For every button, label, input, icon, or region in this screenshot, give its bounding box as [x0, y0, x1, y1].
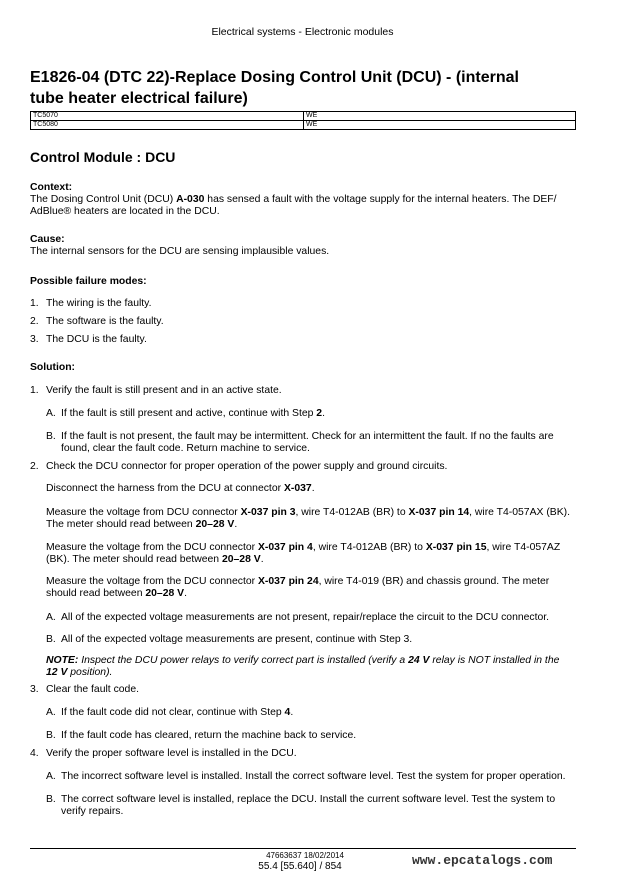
control-module-heading: Control Module : DCU — [30, 149, 176, 165]
step-4b: The correct software level is installed, replace the DCU. Install the current software level. Test the system to verify repairs. — [61, 794, 556, 817]
step-1: Verify the fault is still present and in an active state. — [46, 385, 282, 396]
model-cell: TC5070 — [31, 112, 304, 121]
footer-rule — [30, 848, 576, 849]
table-row — [31, 121, 576, 130]
context-section: Context: The Dosing Control Unit (DCU) A-030 has sensed a fault with the voltage supply for the internal heaters. The DEF/ AdBlue® heaters are located in the DCU. — [30, 182, 557, 217]
step-3a: If the fault code did not clear, continue with Step 4. — [61, 707, 294, 718]
step-1a: If the fault is still present and active, continue with Step 2. — [61, 408, 325, 419]
step-4: Verify the proper software level is installed in the DCU. — [46, 748, 297, 759]
list-item: The wiring is the faulty. — [46, 298, 152, 309]
step-3: Clear the fault code. — [46, 684, 139, 695]
step-1b: If the fault is not present, the fault may be intermittent. Check for an intermittent the fault. If no the faults are found, clear the fault code. Return machine to service. — [61, 431, 554, 454]
note: NOTE: Inspect the DCU power relays to verify correct part is installed (verify a 24 V relay is NOT installed in the 12 V position). — [46, 655, 560, 678]
step-2-para: Measure the voltage from the DCU connector X-037 pin 4, wire T4-012AB (BR) to X-037 pin 15, wire T4-057AZ (BK). The meter should read between 20–28 V. — [46, 542, 561, 565]
table-row — [31, 112, 576, 121]
page-number: 55.4 [55.640] / 854 — [258, 861, 342, 872]
step-3b: If the fault code has cleared, return the machine back to service. — [61, 730, 357, 741]
doc-number: 47663637 18/02/2014 — [266, 851, 344, 860]
step-2a: All of the expected voltage measurements are not present, repair/replace the circuit to the DCU connector. — [61, 612, 550, 623]
running-header: Electrical systems - Electronic modules — [211, 26, 394, 38]
code-cell: WE — [304, 121, 576, 130]
step-2-para: Measure the voltage from the DCU connector X-037 pin 24, wire T4-019 (BR) and chassis ground. The meter should read between 20–28 V. — [46, 576, 550, 599]
step-2b: All of the expected voltage measurements are present, continue with Step 3. — [61, 634, 413, 645]
list-item: The DCU is the faulty. — [46, 334, 147, 345]
step-2-para: Measure the voltage from DCU connector X-037 pin 3, wire T4-012AB (BR) to X-037 pin 14, wire T4-057AX (BK). The meter should read between 20–28 V. — [46, 507, 571, 530]
watermark[interactable]: www.epcatalogs.com — [412, 853, 553, 868]
step-2: Check the DCU connector for proper operation of the power supply and ground circuits. — [46, 461, 448, 472]
code-cell: WE — [304, 112, 576, 121]
list-item: The software is the faulty. — [46, 316, 164, 327]
solution-heading: Solution: — [30, 362, 76, 373]
failure-modes-heading: Possible failure modes: — [30, 276, 147, 287]
step-4a: The incorrect software level is installed. Install the correct software level. Test the system for proper operation. — [61, 771, 566, 782]
page-title: E1826-04 (DTC 22)-Replace Dosing Control Unit (DCU) - (internal tube heater electrical failure) — [30, 69, 519, 107]
cause-section: Cause: The internal sensors for the DCU are sensing implausible values. — [30, 234, 330, 257]
model-table — [30, 111, 576, 130]
step-2-para: Disconnect the harness from the DCU at connector X-037. — [46, 483, 315, 494]
model-cell: TC5080 — [31, 121, 304, 130]
